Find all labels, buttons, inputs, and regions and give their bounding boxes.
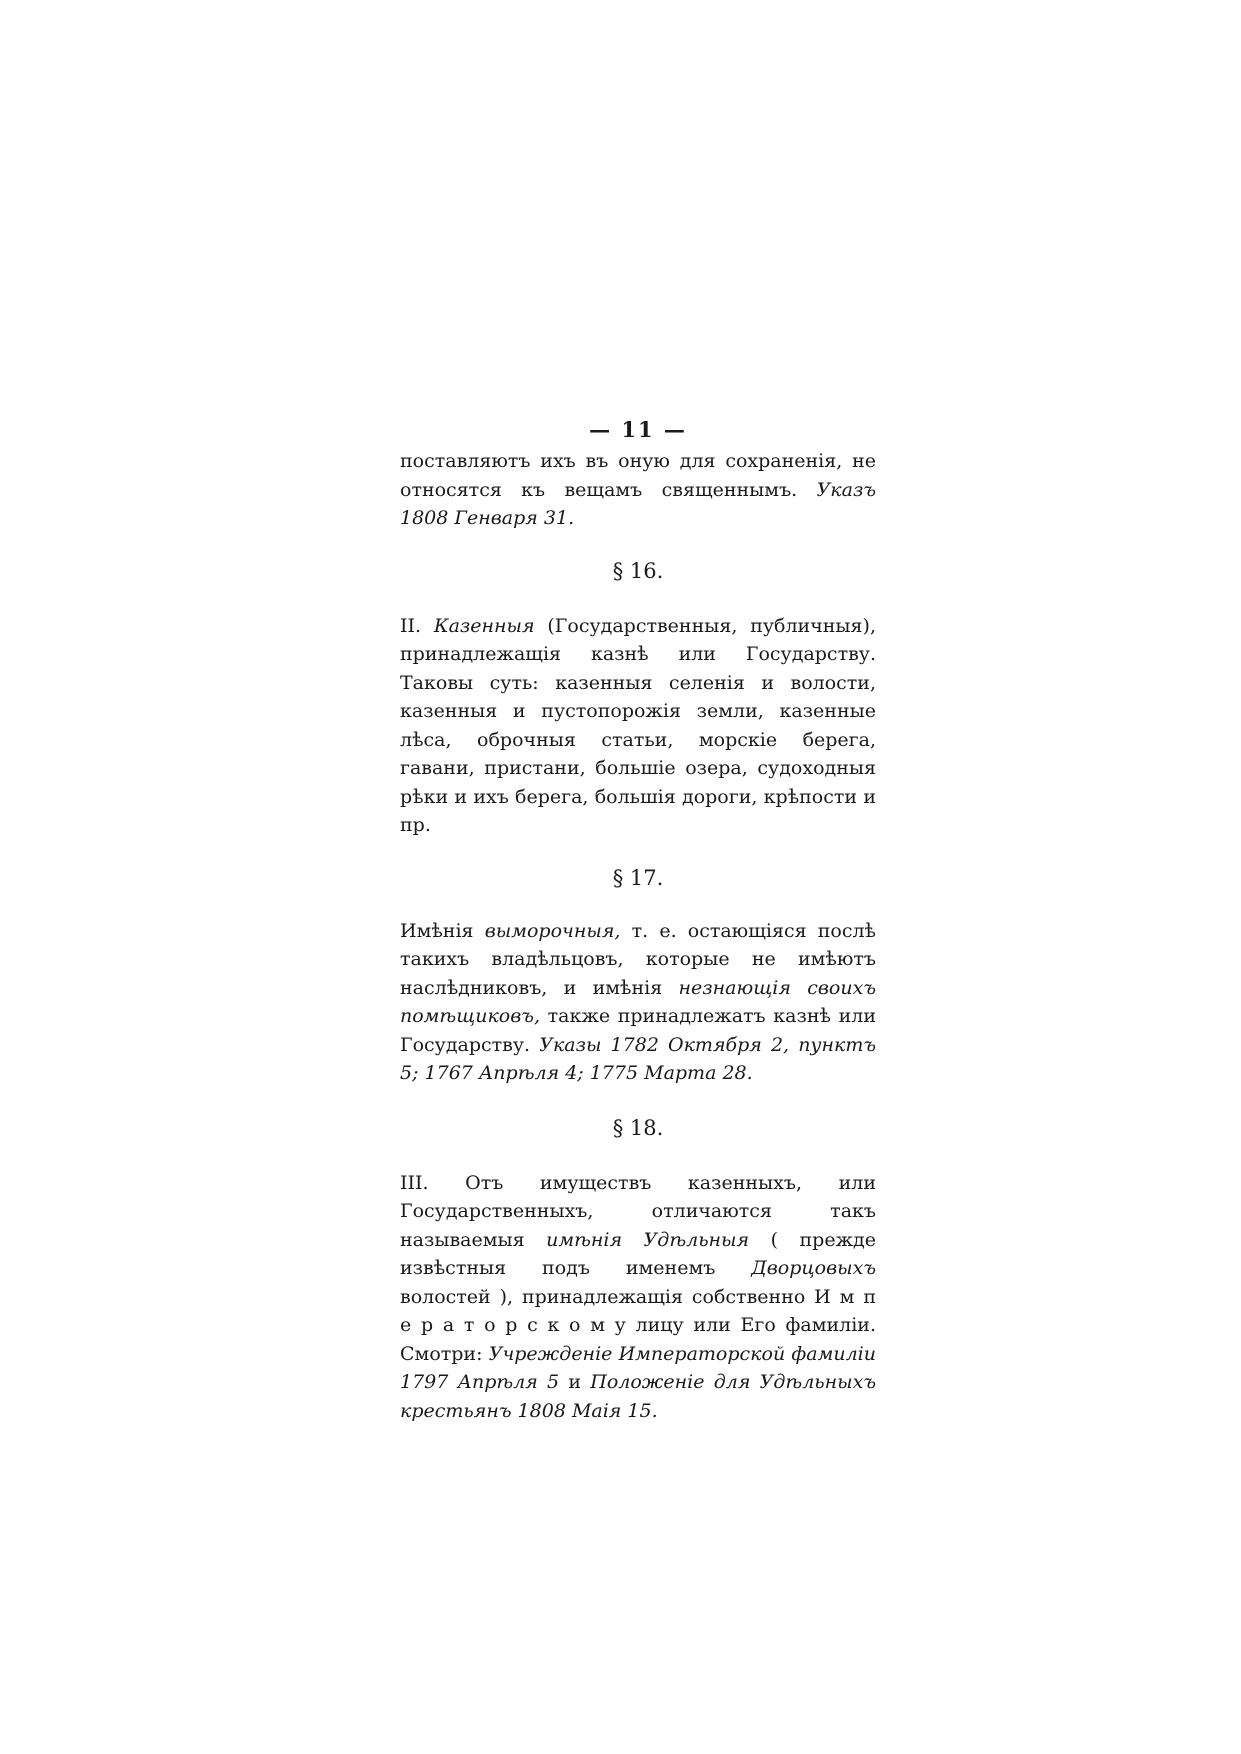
- section-16-paragraph: [400, 612, 876, 840]
- paragraph-text-b: также принадлежатъ казнѣ или Государству.: [400, 1005, 876, 1056]
- paragraph-text: поставляютъ ихъ въ оную для сохраненія, не относятся къ вещамъ священнымъ.: [400, 450, 876, 501]
- book-page: [400, 413, 876, 1425]
- decree-reference: Указы 1782 Октября 2, пунктъ 5; 1767 Апрѣля 4; 1775 Марта 28.: [400, 1033, 876, 1084]
- term-italic-b: незнающія своихъ помѣщиковъ,: [400, 976, 876, 1027]
- term-italic: выморочныя,: [484, 919, 621, 942]
- paragraph-lead: Имѣнія: [400, 919, 474, 942]
- paragraph-text: (Государственныя, публичныя), принадлежащія казнѣ или Государству. Таковы суть: казенныя селенія и волости, казенныя и пустопорожія земли, казенные лѣса, оброчныя статьи, морскіе берега, гавани, пристани, большіе озера, судоходныя рѣки и ихъ берега, большія дороги, крѣпости и пр.: [400, 614, 876, 836]
- section-heading-17: § 17.: [612, 865, 664, 890]
- section-18-paragraph: [400, 1169, 876, 1426]
- paragraph-text-c: волостей ), принадлежащія собственно И м п е р а т о р с к о м у лицу или Его фамиліи. Смотри:: [400, 1285, 876, 1365]
- decree-reference-b: Положеніе для Удѣльныхъ крестьянъ 1808 Маія 15.: [400, 1371, 876, 1422]
- term-italic-b: Дворцовыхъ: [751, 1257, 876, 1279]
- term-italic: имѣнія Удѣльныя: [546, 1228, 750, 1251]
- section-heading-16: § 16.: [612, 558, 664, 583]
- continued-paragraph: [400, 447, 876, 533]
- page-number: — 11 —: [589, 417, 687, 442]
- decree-reference-a: Учрежденіе Императорской фамиліи 1797 Апрѣля 5: [400, 1342, 876, 1393]
- paragraph-text-d: и: [568, 1371, 582, 1393]
- paragraph-lead: II.: [400, 614, 422, 637]
- paragraph-text: III. Отъ имуществъ казенныхъ, или Государственныхъ, отличаются такъ называемыя: [400, 1171, 876, 1251]
- term-italic: Казенныя: [433, 614, 535, 637]
- section-17-paragraph: [400, 917, 876, 1088]
- paragraph-text: т. е. остающіяся послѣ такихъ владѣльцовъ, которые не имѣютъ наслѣдниковъ, и имѣнія: [400, 919, 876, 999]
- decree-reference: Указъ 1808 Генваря 31.: [400, 478, 876, 529]
- paragraph-text-b: ( прежде извѣстныя подъ именемъ: [400, 1228, 877, 1279]
- section-heading-18: § 18.: [612, 1115, 664, 1140]
